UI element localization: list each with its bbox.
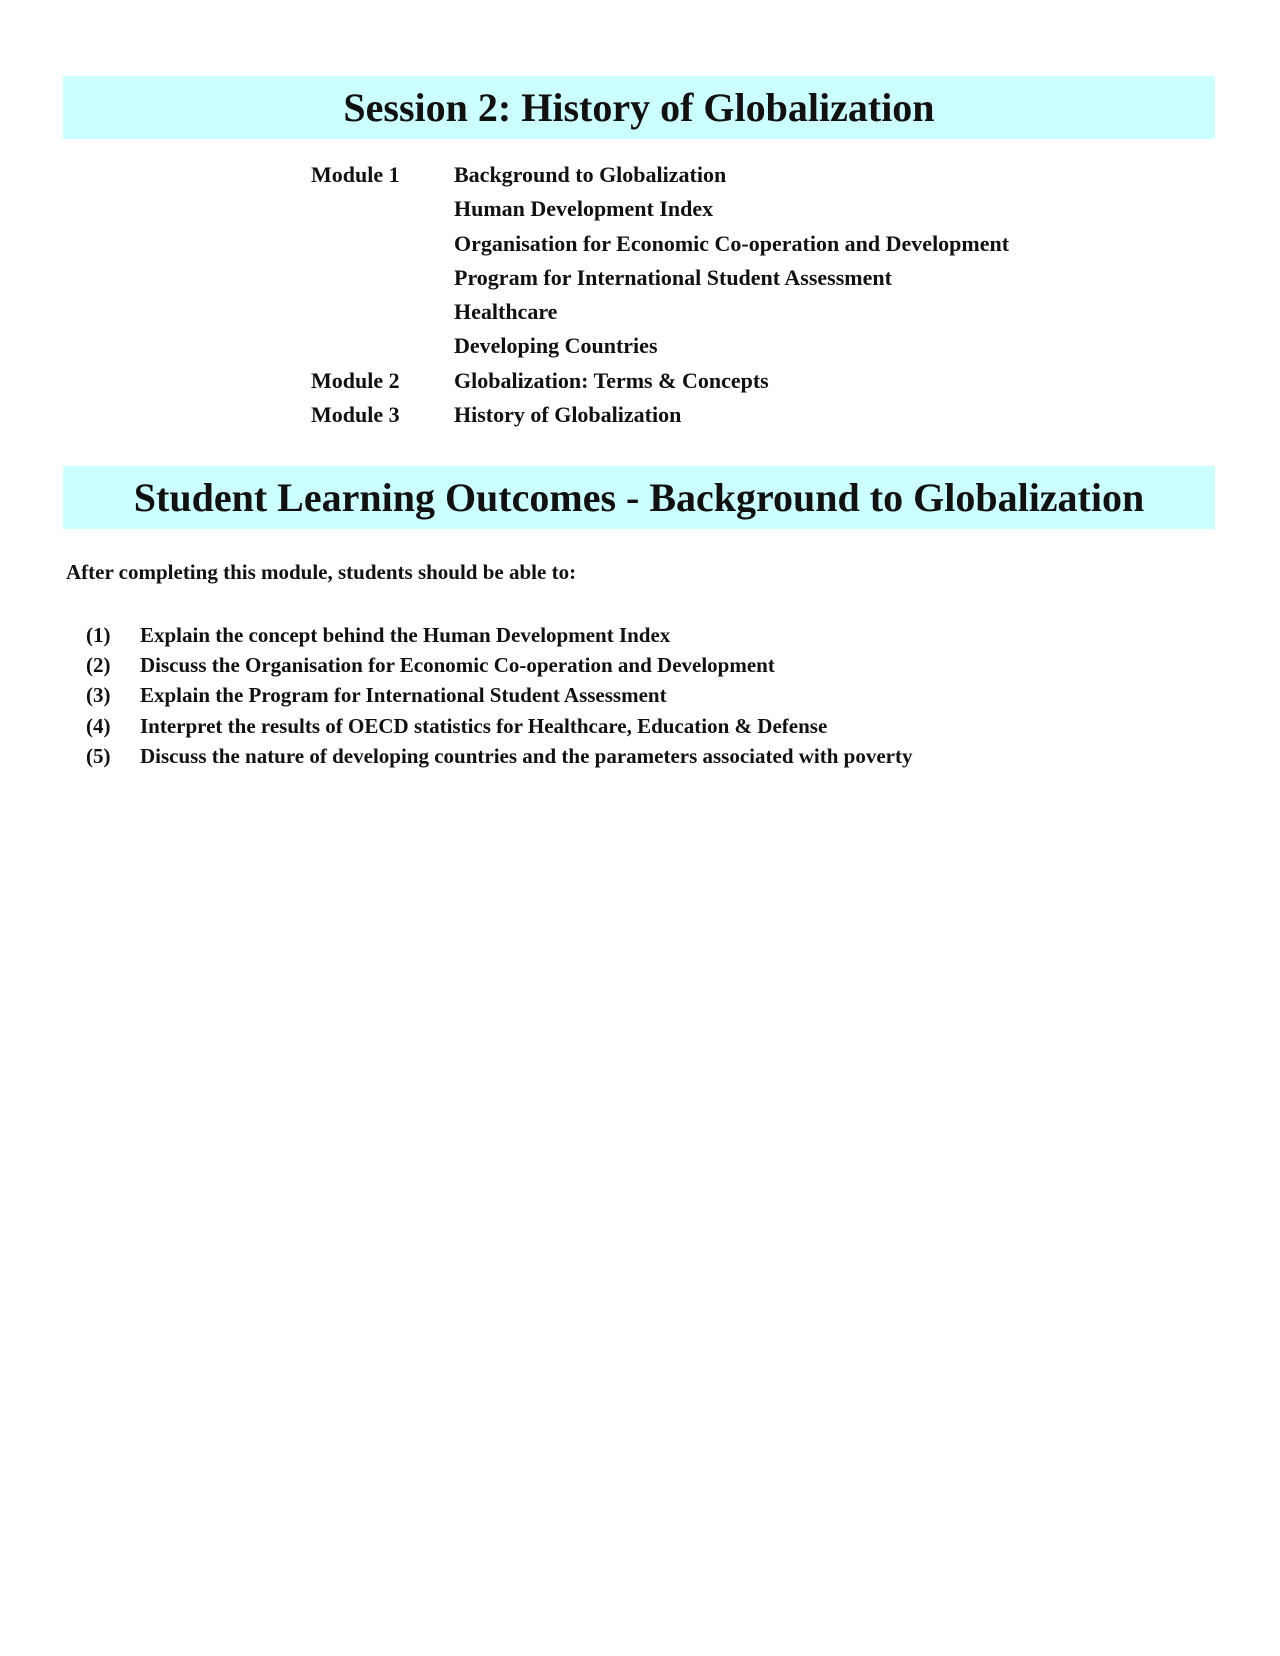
outcome-item <box>86 680 913 710</box>
outcome-list <box>86 620 913 771</box>
module-row <box>311 295 1009 329</box>
outcome-number: (5) <box>86 743 111 768</box>
outcomes-title: Student Learning Outcomes - Background to Globalization <box>133 475 1145 520</box>
module-topic: Organisation for Economic Co-operation and Development <box>454 230 1010 256</box>
module-topic: History of Globalization <box>454 402 682 428</box>
module-row <box>311 329 1009 363</box>
outcome-item <box>86 711 913 741</box>
outcome-number: (3) <box>86 683 111 708</box>
module-topic: Healthcare <box>454 299 558 325</box>
outcome-item <box>86 620 913 650</box>
outcome-number: (1) <box>86 623 111 647</box>
module-label: Module 1 <box>311 162 400 187</box>
module-label: Module 3 <box>311 402 400 428</box>
module-label <box>311 295 454 329</box>
outcome-text: Explain the Program for International Student Assessment <box>140 683 667 708</box>
outcome-text: Discuss the nature of developing countries and the parameters associated with poverty <box>140 743 913 768</box>
outcome-item <box>86 741 913 771</box>
module-topic: Human Development Index <box>454 196 714 222</box>
module-topic: Program for International Student Assessment <box>454 264 892 290</box>
module-label <box>311 329 454 363</box>
module-topic: Globalization: Terms & Concepts <box>454 367 769 393</box>
outcome-item <box>86 650 913 680</box>
outcomes-title-banner <box>63 466 1215 529</box>
session-title: Session 2: History of Globalization <box>343 85 935 130</box>
module-topic: Developing Countries <box>454 333 658 359</box>
module-label: Module 2 <box>311 367 400 393</box>
outcome-text: Discuss the Organisation for Economic Co-operation and Development <box>140 653 775 678</box>
module-row <box>311 192 1009 226</box>
module-row <box>311 261 1009 295</box>
module-label <box>311 192 454 226</box>
module-topic: Background to Globalization <box>454 162 727 187</box>
module-row <box>311 364 1009 398</box>
module-label <box>311 227 454 261</box>
session-title-banner <box>63 76 1215 139</box>
module-list <box>311 158 1009 432</box>
outcome-text: Interpret the results of OECD statistics for Healthcare, Education & Defense <box>140 713 828 738</box>
outcome-number: (4) <box>86 713 111 738</box>
module-label <box>311 261 454 295</box>
outcome-text: Explain the concept behind the Human Development Index <box>140 623 671 647</box>
outcome-number: (2) <box>86 653 111 678</box>
module-row <box>311 227 1009 261</box>
outcomes-intro: After completing this module, students should be able to: <box>66 560 577 584</box>
module-row <box>311 158 1009 192</box>
module-row <box>311 398 1009 432</box>
